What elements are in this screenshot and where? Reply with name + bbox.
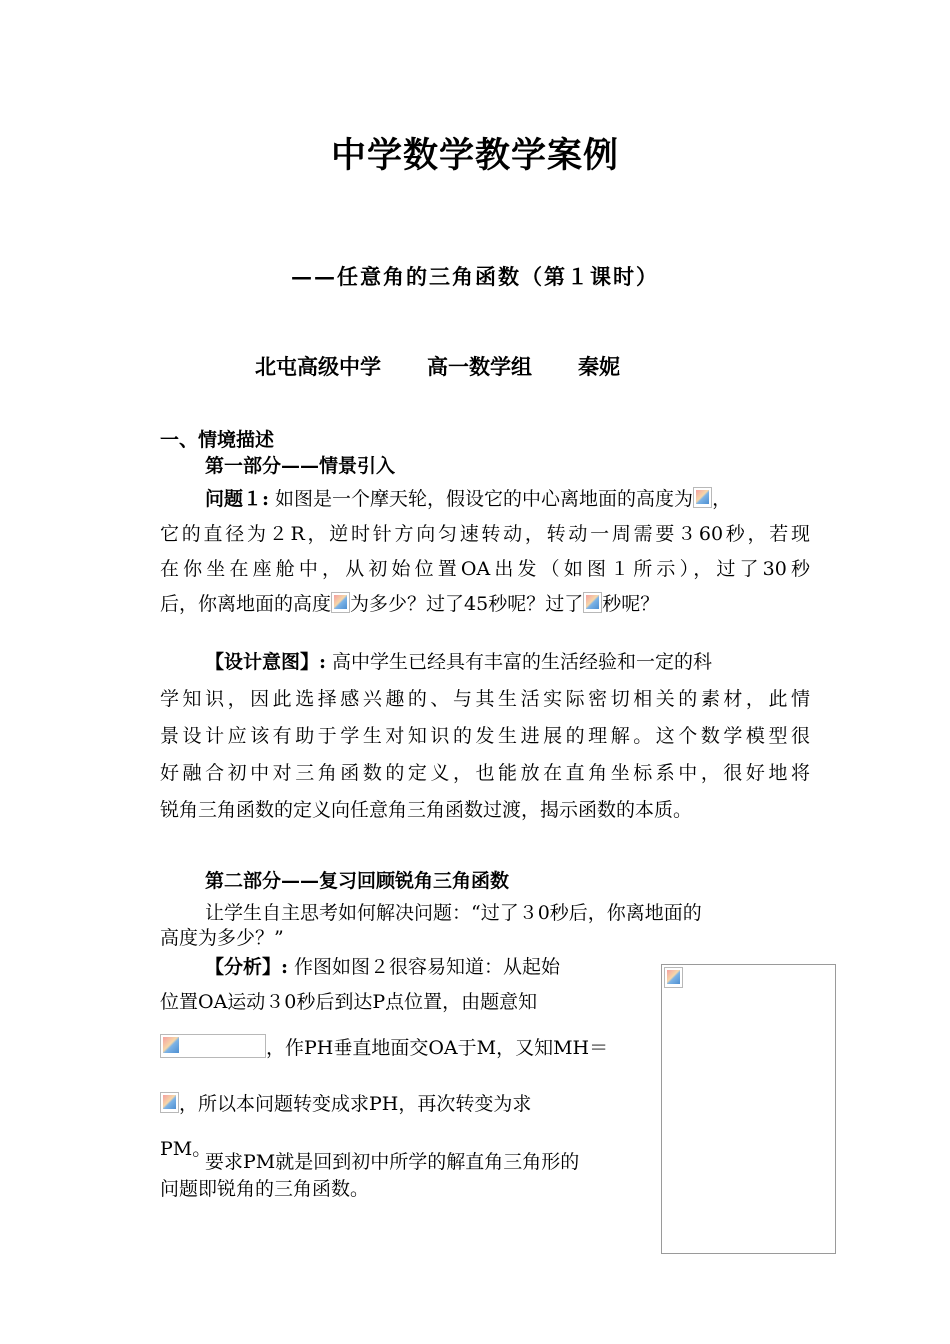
author-name: 秦妮 (578, 354, 620, 379)
part1-heading: 第一部分——情景引入 (205, 455, 396, 477)
problem-line-2: 它的直径为２R，逆时针方向匀速转动，转动一周需要３60秒，若现 (160, 523, 810, 545)
problem-paragraph (160, 482, 810, 622)
document-subtitle: ——任意角的三角函数（第１课时） (291, 264, 659, 289)
problem-line-1: 问题１: 如图是一个摩天轮，假设它的中心离地面的高度为 ， (205, 488, 732, 510)
think-line-1: 让学生自主思考如何解决问题：“过了３0秒后，你离地面的 (205, 902, 702, 924)
author-line (255, 351, 620, 381)
conclusion-line-1: 要求PM就是回到初中所学的解直角三角形的 (205, 1151, 580, 1173)
analysis-line-5: PM。 (160, 1138, 212, 1160)
conclusion-paragraph (160, 1149, 640, 1203)
design-intent-paragraph (160, 644, 810, 829)
figure-2-frame (661, 964, 836, 1254)
intent-line-5: 锐角三角函数的定义向任意角三角函数过渡，揭示函数的本质。 (160, 799, 693, 821)
analysis-line-2: 位置OA运动３0秒后到达P点位置，由题意知 (160, 991, 538, 1013)
problem-line-3: 在你坐在座舱中，从初始位置OA出发（如图１所示），过了30秒 (160, 558, 810, 580)
author-group: 高一数学组 (427, 354, 532, 379)
intent-label: 【设计意图】: (205, 651, 327, 673)
think-line-2: 高度为多少？” (160, 927, 284, 949)
intent-line-1: 【设计意图】: 高中学生已经具有丰富的生活经验和一定的科 (205, 651, 713, 673)
analysis-paragraph (160, 950, 640, 1167)
intent-line-4: 好融合初中对三角函数的定义，也能放在直角坐标系中，很好地将 (160, 762, 810, 784)
image-placeholder-icon (331, 592, 350, 613)
section-heading: 一、情境描述 (160, 429, 275, 451)
intent-line-3: 景设计应该有助于学生对知识的发生进展的理解。这个数学模型很 (160, 725, 810, 747)
image-placeholder-icon (664, 967, 683, 988)
conclusion-line-2: 问题即锐角的三角函数。 (160, 1178, 370, 1200)
problem-label: 问题１: (205, 488, 270, 510)
think-paragraph (160, 898, 800, 958)
problem-line-4: 后，你离地面的高度 为多少？过了45秒呢？过了 秒呢？ (160, 593, 660, 615)
image-placeholder-icon (583, 592, 602, 613)
intent-line-2: 学知识，因此选择感兴趣的、与其生活实际密切相关的素材，此情 (160, 688, 810, 710)
image-placeholder-icon (160, 1034, 266, 1058)
image-placeholder-icon (160, 1092, 179, 1113)
part2-heading: 第二部分——复习回顾锐角三角函数 (205, 870, 510, 892)
analysis-line-1: 【分析】: 作图如图２很容易知道：从起始 (205, 956, 561, 978)
analysis-line-4: ，所以本问题转变成求PH，再次转变为求 (160, 1076, 640, 1132)
author-school: 北屯高级中学 (255, 354, 381, 379)
document-title: 中学数学教学案例 (330, 135, 619, 176)
analysis-line-3: ，作PH垂直地面交OA于M，又知MH＝ (160, 1020, 640, 1076)
image-placeholder-icon (693, 487, 712, 508)
analysis-label: 【分析】: (205, 956, 289, 978)
